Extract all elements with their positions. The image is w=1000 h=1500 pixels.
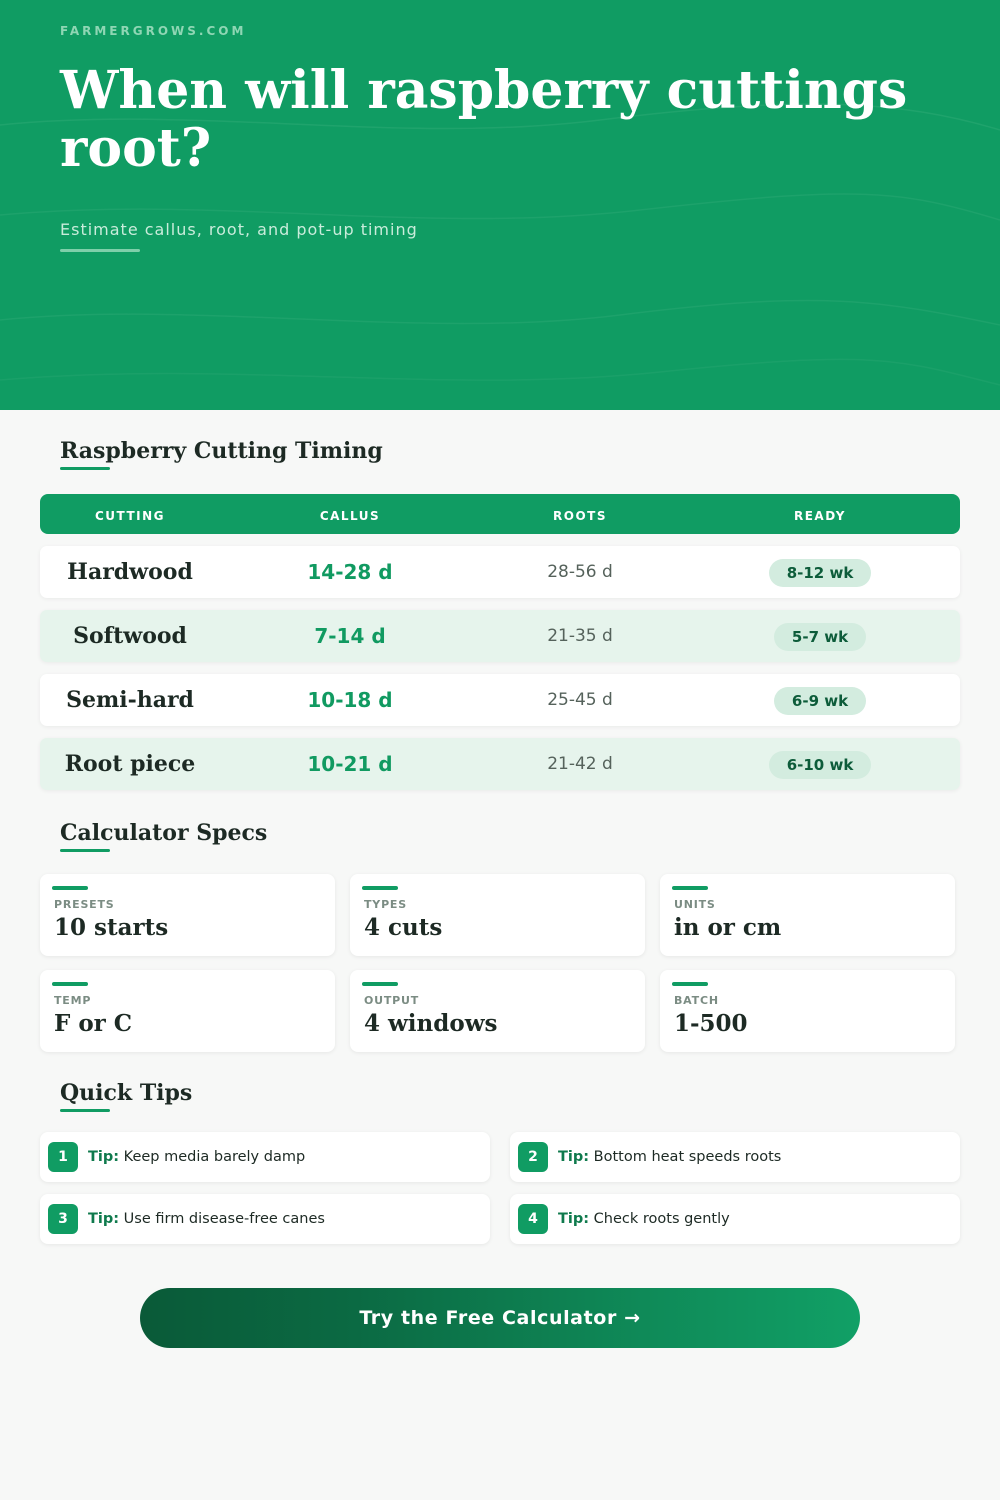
page-title: When will raspberry cuttings root? (60, 60, 908, 179)
tip-prefix: Tip: (88, 1211, 120, 1227)
table-row (40, 738, 960, 790)
column-header-roots: ROOTS (553, 509, 607, 523)
spec-value: 4 cuts (364, 914, 443, 941)
section-underline (60, 849, 110, 852)
roots-time: 25-45 d (547, 690, 613, 710)
tip-prefix: Tip: (558, 1149, 590, 1165)
tip-body: Use firm disease-free canes (123, 1211, 325, 1227)
subtitle-underline (60, 249, 140, 252)
spec-card-output (350, 970, 645, 1052)
tip-card (510, 1132, 960, 1182)
ready-cell (720, 674, 920, 726)
tip-card (510, 1194, 960, 1244)
tip-body: Check roots gently (593, 1211, 730, 1227)
try-calculator-button[interactable]: Try the Free Calculator → (140, 1288, 860, 1348)
spec-label: OUTPUT (364, 994, 420, 1007)
specs-section-title: Calculator Specs (60, 820, 268, 846)
spec-accent-bar (672, 886, 708, 890)
tip-prefix: Tip: (88, 1149, 120, 1165)
spec-value: F or C (54, 1010, 133, 1037)
spec-label: PRESETS (54, 898, 115, 911)
section-underline (60, 467, 110, 470)
tip-number-badge: 4 (518, 1204, 548, 1234)
ready-badge: 6-9 wk (774, 687, 866, 715)
cutting-type: Root piece (64, 751, 196, 777)
cutting-type: Semi-hard (66, 687, 194, 713)
tip-number-badge: 1 (48, 1142, 78, 1172)
tip-text (558, 1132, 781, 1182)
table-row (40, 674, 960, 726)
spec-accent-bar (52, 982, 88, 986)
table-row (40, 610, 960, 662)
ready-cell (720, 738, 920, 790)
spec-value: 1-500 (674, 1010, 748, 1037)
ready-badge: 5-7 wk (774, 623, 866, 651)
spec-label: TEMP (54, 994, 92, 1007)
ready-badge: 6-10 wk (769, 751, 872, 779)
spec-value: 10 starts (54, 914, 169, 941)
ready-cell (720, 546, 920, 598)
page-subtitle: Estimate callus, root, and pot-up timing (60, 220, 418, 239)
spec-label: TYPES (364, 898, 407, 911)
tip-body: Keep media barely damp (123, 1149, 306, 1165)
hero-banner (0, 0, 1000, 410)
tip-number-badge: 2 (518, 1142, 548, 1172)
ready-cell (720, 610, 920, 662)
callus-time: 7-14 d (314, 624, 386, 648)
callus-time: 10-21 d (307, 752, 393, 776)
spec-card-units (660, 874, 955, 956)
spec-accent-bar (52, 886, 88, 890)
tip-prefix: Tip: (558, 1211, 590, 1227)
cutting-type: Hardwood (67, 559, 193, 585)
tip-text (88, 1194, 325, 1244)
column-header-ready: READY (793, 509, 846, 523)
column-header-cutting: CUTTING (94, 509, 166, 523)
column-header-callus: CALLUS (319, 509, 381, 523)
tip-number-badge: 3 (48, 1204, 78, 1234)
tip-text (558, 1194, 730, 1244)
spec-label: BATCH (674, 994, 719, 1007)
roots-time: 21-42 d (547, 754, 613, 774)
tip-card (40, 1132, 490, 1182)
tip-text (88, 1132, 305, 1182)
section-underline (60, 1109, 110, 1112)
ready-badge: 8-12 wk (769, 559, 872, 587)
spec-accent-bar (362, 886, 398, 890)
brand-label[interactable]: FARMERGROWS.COM (60, 24, 247, 38)
roots-time: 21-35 d (547, 626, 613, 646)
roots-time: 28-56 d (547, 562, 613, 582)
table-row (40, 546, 960, 598)
spec-value: 4 windows (364, 1010, 498, 1037)
spec-card-batch (660, 970, 955, 1052)
spec-accent-bar (672, 982, 708, 986)
timing-section-title: Raspberry Cutting Timing (60, 438, 383, 464)
timing-table-header (40, 494, 960, 534)
spec-card-temp (40, 970, 335, 1052)
callus-time: 14-28 d (307, 560, 393, 584)
spec-label: UNITS (674, 898, 716, 911)
spec-card-types (350, 874, 645, 956)
tips-section-title: Quick Tips (60, 1080, 193, 1106)
callus-time: 10-18 d (307, 688, 393, 712)
cutting-type: Softwood (73, 623, 187, 649)
spec-value: in or cm (674, 914, 782, 941)
tip-body: Bottom heat speeds roots (593, 1149, 782, 1165)
spec-card-presets (40, 874, 335, 956)
spec-accent-bar (362, 982, 398, 986)
tip-card (40, 1194, 490, 1244)
